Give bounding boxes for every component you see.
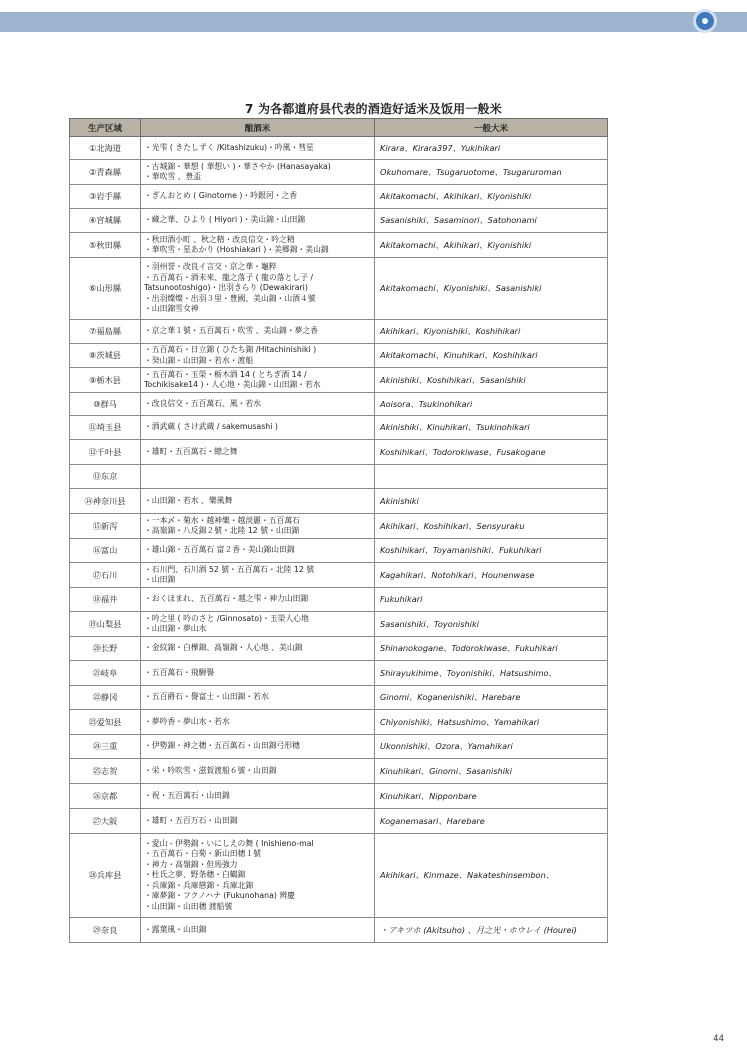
sake-rice-cell xyxy=(141,185,375,209)
table-row xyxy=(70,368,608,393)
table-row xyxy=(70,393,608,416)
table-rice-cell: Kagahikari、Notohikari、Hounenwase xyxy=(375,563,608,588)
table-rice-cell: Fukuhikari xyxy=(375,588,608,612)
sake-rice-line: ・五百萬石・日立錦 ( ひたち錦 /Hitachinishiki ) xyxy=(144,345,317,354)
region-cell: ①北海道 xyxy=(70,137,141,160)
sake-rice-line: ・雄町・五百万石・山田錦 xyxy=(144,815,238,825)
sake-rice-line: ・五百萬石・白菊・新山田穗１號 xyxy=(144,849,261,859)
sake-rice-line: ・神力・高嶺錦・但馬強力 xyxy=(144,859,238,869)
sake-rice-cell xyxy=(141,258,375,320)
table-rice-cell: Akihikari、Kinmaze、Nakateshinsembon、 xyxy=(375,834,608,918)
region-cell: ㉑岐阜 xyxy=(70,661,141,686)
region-cell: ⑦福島縣 xyxy=(70,320,141,344)
sake-rice-line: ・五百萬石・玉榮・栃木酒 14 ( とちぎ酒 14 / xyxy=(144,369,307,379)
table-row xyxy=(70,209,608,233)
sake-rice-cell xyxy=(141,637,375,661)
sake-rice-line: ・露葉風・山田錦 xyxy=(144,924,207,934)
sake-rice-cell xyxy=(141,416,375,440)
table-row xyxy=(70,759,608,784)
sake-rice-cell xyxy=(141,160,375,185)
sake-rice-line: ・雄町・五百萬石・總之舞 xyxy=(144,446,238,456)
table-row xyxy=(70,710,608,735)
region-cell: ㉔三重 xyxy=(70,735,141,759)
table-rice-cell: Akitakomachi、Kiyonishiki、Sasanishiki xyxy=(375,258,608,320)
ring-logo-icon xyxy=(693,9,717,33)
table-row xyxy=(70,686,608,710)
table-row xyxy=(70,185,608,209)
region-cell: ⑭神奈川县 xyxy=(70,489,141,514)
table-row xyxy=(70,834,608,918)
sake-rice-line: ・山田錦雪女神 xyxy=(144,304,199,314)
table-row xyxy=(70,918,608,943)
sake-rice-line: Tatsunootoshigo)・出羽きらり (Dewakirari) xyxy=(144,283,308,293)
table-row xyxy=(70,440,608,465)
sake-rice-line: ・山田錦・夢山水 xyxy=(144,624,207,633)
table-rice-cell: Shirayukihime、Toyonishiki、Hatsushimo、 xyxy=(375,661,608,686)
column-header-table-rice: 一般大米 xyxy=(375,119,608,137)
sake-rice-cell xyxy=(141,465,375,489)
sake-rice-cell xyxy=(141,809,375,834)
table-rice-cell: Koganemasari、Harebare xyxy=(375,809,608,834)
region-cell: ㉕志贺 xyxy=(70,759,141,784)
sake-rice-cell xyxy=(141,834,375,918)
region-cell: ㉘兵库县 xyxy=(70,834,141,918)
rice-table xyxy=(69,118,608,943)
sake-rice-cell xyxy=(141,440,375,465)
region-cell: ⑩群马 xyxy=(70,393,141,416)
sake-rice-cell xyxy=(141,735,375,759)
sake-rice-line: ・五百萬石・飛騨譽 xyxy=(144,667,215,677)
sake-rice-cell xyxy=(141,320,375,344)
table-rice-cell: Kirara、Kirara397、Yukihikari xyxy=(375,137,608,160)
sake-rice-cell xyxy=(141,137,375,160)
region-cell: ㉙奈良 xyxy=(70,918,141,943)
table-rice-cell: Shinanokogane、Todorokiwase、Fukuhikari xyxy=(375,637,608,661)
table-row xyxy=(70,637,608,661)
sake-rice-line: ・改良信交・五百萬石、風・若水 xyxy=(144,398,261,408)
sake-rice-cell xyxy=(141,489,375,514)
sake-rice-cell xyxy=(141,661,375,686)
table-row xyxy=(70,661,608,686)
table-row xyxy=(70,258,608,320)
region-cell: ⑧茨城县 xyxy=(70,344,141,368)
table-rice-cell: Kinuhikari、Ginomi、Sasanishiki xyxy=(375,759,608,784)
sake-rice-line: ・栄・吟吹雪・滋賀渡船６號・山田錦 xyxy=(144,765,277,775)
sake-rice-line: ・五百萬石・酒未來、龍之落子 ( 龍の落とし子 / xyxy=(144,272,314,282)
sake-rice-line: ・光雫 ( きたしずく /Kitashizuku)・吟風・彗星 xyxy=(144,142,314,152)
sake-rice-cell xyxy=(141,918,375,943)
region-cell: ⑤秋田縣 xyxy=(70,233,141,258)
region-cell: ⑯富山 xyxy=(70,539,141,563)
table-rice-cell: Aoisora、Tsukinohikari xyxy=(375,393,608,416)
sake-rice-line: ・京之華１號・五百萬石・吹雪 、美山錦・夢之香 xyxy=(144,326,319,336)
sake-rice-line: ・金紋錦・白樺錦、高嶺錦・人心地 、美山錦 xyxy=(144,643,303,653)
sake-rice-line: ・山田錦・山田穗 渡船號 xyxy=(144,901,233,911)
table-row xyxy=(70,233,608,258)
sake-rice-cell xyxy=(141,209,375,233)
table-row xyxy=(70,160,608,185)
sake-rice-line: ・癸山錦・山田錦・若水・渡船 xyxy=(144,355,254,365)
table-row xyxy=(70,588,608,612)
table-rice-cell: Akitakomachi、Akihikari、Kiyonishiki xyxy=(375,185,608,209)
table-row xyxy=(70,489,608,514)
table-row xyxy=(70,735,608,759)
sake-rice-line: ・山田錦 xyxy=(144,575,176,584)
sake-rice-line: ・出羽燦燦・出羽３里・豊國、美山錦・山酒４號 xyxy=(144,293,316,303)
sake-rice-cell xyxy=(141,539,375,563)
table-rice-cell: ・アキツホ (Akitsuho) 、月之光・ホウレイ (Hourei) xyxy=(375,918,608,943)
sake-rice-line: ・華吹雪 、豊盃 xyxy=(144,172,202,181)
sake-rice-cell xyxy=(141,588,375,612)
sake-rice-line: ・愛山 - 伊勢錦・いにしえの舞 ( Inishieno-mal xyxy=(144,838,314,848)
table-row xyxy=(70,784,608,809)
table-rice-cell: Akihikari、Kiyonishiki、Koshihikari xyxy=(375,320,608,344)
sake-rice-line: ・酒武蔵 ( さけ武蔵 / sakemusashi ) xyxy=(144,422,278,432)
sake-rice-cell xyxy=(141,686,375,710)
table-row xyxy=(70,514,608,539)
region-cell: ⑫千叶县 xyxy=(70,440,141,465)
table-header-row xyxy=(70,119,608,137)
sake-rice-cell xyxy=(141,233,375,258)
region-cell: ⑲山梨县 xyxy=(70,612,141,637)
sake-rice-line: ・雄山錦・五百萬石 富２香・美山錦山田錦 xyxy=(144,545,295,555)
sake-rice-cell xyxy=(141,344,375,368)
sake-rice-cell xyxy=(141,759,375,784)
table-row xyxy=(70,539,608,563)
region-cell: ⑪埼玉县 xyxy=(70,416,141,440)
table-rice-cell: Kinuhikari、Nipponbare xyxy=(375,784,608,809)
region-cell: ⑥山形縣 xyxy=(70,258,141,320)
table-row xyxy=(70,416,608,440)
sake-rice-line: ・夢吟香・夢山水・若水 xyxy=(144,716,230,726)
region-cell: ㉓爱知县 xyxy=(70,710,141,735)
region-cell: ⑳长野 xyxy=(70,637,141,661)
table-rice-cell: Akinishiki、Kinuhikari、Tsukinohikari xyxy=(375,416,608,440)
region-cell: ⑰石川 xyxy=(70,563,141,588)
region-cell: ⑱福井 xyxy=(70,588,141,612)
table-rice-cell: Sasanishiki、Sasaminori、Satohonami xyxy=(375,209,608,233)
sake-rice-cell xyxy=(141,368,375,393)
sake-rice-line: ・杜氏之夢、野条穗・白鶴錦 xyxy=(144,870,246,880)
table-row xyxy=(70,344,608,368)
table-rice-cell xyxy=(375,465,608,489)
sake-rice-line: ・庫夢錦・フクノハナ (Fukunohana) 辨慶 xyxy=(144,891,295,901)
table-row xyxy=(70,563,608,588)
table-row xyxy=(70,320,608,344)
page-title: 7 为各都道府县代表的酒造好适米及饭用一般米 xyxy=(245,102,502,116)
table-rice-cell: Ginomi、Koganenishiki、Harebare xyxy=(375,686,608,710)
sake-rice-line: ・おくほまれ、五百萬石・越之雫・神力山田錦 xyxy=(144,594,309,604)
sake-rice-line: ・一本〆・菊水・越神樂・越淡麗・五百萬石 xyxy=(144,515,300,525)
sake-rice-cell xyxy=(141,784,375,809)
region-cell: ㉖京都 xyxy=(70,784,141,809)
table-rice-cell: Chiyonishiki、Hatsushimo、Yamahikari xyxy=(375,710,608,735)
sake-rice-cell xyxy=(141,710,375,735)
table-rice-cell: Koshihikari、Toyamanishiki、Fukuhikari xyxy=(375,539,608,563)
sake-rice-cell xyxy=(141,612,375,637)
sake-rice-cell xyxy=(141,393,375,416)
sake-rice-line: ・吟之里 ( 吟のさと /Ginnosato)・玉榮人心地 xyxy=(144,613,309,623)
region-cell: ㉒静冈 xyxy=(70,686,141,710)
table-rice-cell: Akihikari、Koshihikari、Sensyuraku xyxy=(375,514,608,539)
sake-rice-line: ・羽州誉・改良イ言交・京之華・龜粹 xyxy=(144,262,277,272)
table-rice-cell: Sasanishiki、Toyonishiki xyxy=(375,612,608,637)
region-cell: ④宮城縣 xyxy=(70,209,141,233)
top-banner xyxy=(0,12,747,32)
sake-rice-cell xyxy=(141,563,375,588)
sake-rice-line: ・五百爵石・譽富士・山田錦・若水 xyxy=(144,692,269,702)
region-cell: ㉗大阪 xyxy=(70,809,141,834)
sake-rice-line: ・石川門、石川酒 52 號・五百萬石・北陸 12 號 xyxy=(144,564,315,574)
table-rice-cell: Akinishiki xyxy=(375,489,608,514)
table-rice-cell: Akinishiki、Koshihikari、Sasanishiki xyxy=(375,368,608,393)
sake-rice-line: ・高嶺錦・八反錦２號・北陸 12 號・山田錦 xyxy=(144,526,300,535)
sake-rice-line: ・秋田酒小町 、秋之精・改良信交・吟之精 xyxy=(144,234,295,244)
sake-rice-line: ・華吹雪・星あかり (Hoshiakari )・美郷錦・美山錦 xyxy=(144,245,329,254)
sake-rice-line: ・古城錦・華想 ( 華想い )・華さやか (Hanasayaka) xyxy=(144,161,331,171)
page-number: 44 xyxy=(713,1034,724,1044)
column-header-region: 生产区域 xyxy=(70,119,141,137)
table-row xyxy=(70,612,608,637)
sake-rice-line: ・藏之華、ひより ( Hiyori )・美山錦・山田錦 xyxy=(144,215,306,225)
sake-rice-line: ・祝・五百萬石・山田錦 xyxy=(144,790,230,800)
table-row xyxy=(70,465,608,489)
table-rice-cell: Koshihikari、Todorokiwase、Fusakogane xyxy=(375,440,608,465)
region-cell: ⑬东京 xyxy=(70,465,141,489)
region-cell: ③岩手縣 xyxy=(70,185,141,209)
sake-rice-line: Tochikisake14 )・人心地・美山錦・山田錦・若水 xyxy=(144,380,321,389)
region-cell: ⑮新泻 xyxy=(70,514,141,539)
table-rice-cell: Akitakomachi、Akihikari、Kiyonishiki xyxy=(375,233,608,258)
table-row xyxy=(70,809,608,834)
table-rice-cell: Ukonnishiki、Ozora、Yamahikari xyxy=(375,735,608,759)
table-row xyxy=(70,137,608,160)
sake-rice-line: ・ぎんおとめ ( Ginotome )・吟銀河・之香 xyxy=(144,191,298,201)
table-rice-cell: Akitakomachi、Kinuhikari、Koshihikari xyxy=(375,344,608,368)
table-rice-cell: Okuhomare、Tsugaruotome、Tsugaruroman xyxy=(375,160,608,185)
sake-rice-line: ・伊勢錦・神之穗・五百萬石・山田錦弓形穗 xyxy=(144,741,300,751)
column-header-sake-rice: 酿酒米 xyxy=(141,119,375,137)
sake-rice-line: ・兵庫錦・兵庫戀錦・兵庫北錦 xyxy=(144,880,254,890)
sake-rice-cell xyxy=(141,514,375,539)
region-cell: ②青森縣 xyxy=(70,160,141,185)
sake-rice-line: ・山田錦・若水 、樂風舞 xyxy=(144,495,233,505)
region-cell: ⑨栃木县 xyxy=(70,368,141,393)
